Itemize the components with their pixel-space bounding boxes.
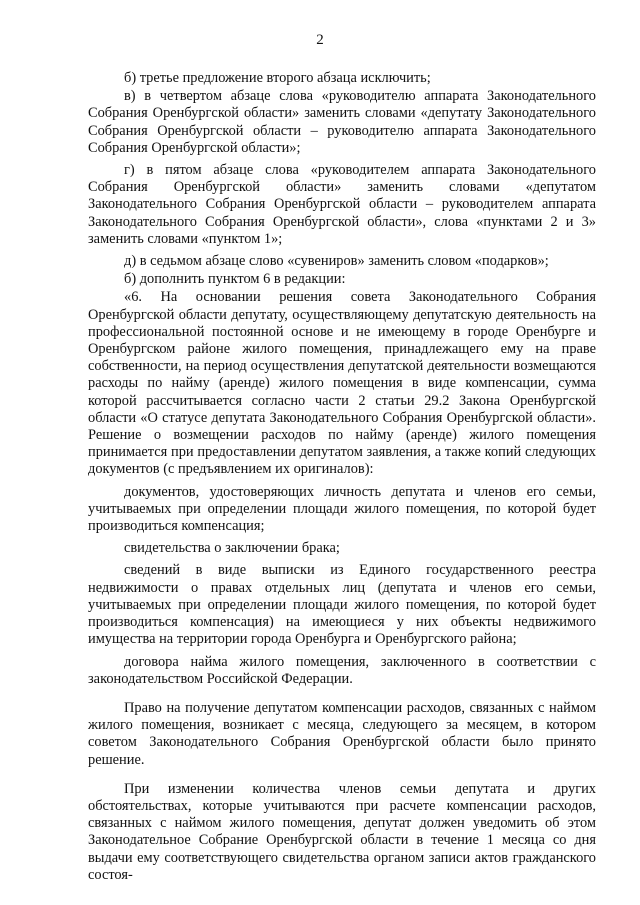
paragraph-registry-extract: сведений в виде выписки из Единого государственного реестра недвижимости о правах отдельных лиц (депутата и членов его семьи, учитываемых при определении площади жилого помещения, по которой будет производиться компенсация) на имеющиеся у них объекты недвижимого имущества на территории города Оренбурга и Оренбургского района;: [88, 562, 596, 648]
paragraph-amendment-b: б) третье предложение второго абзаца исключить;: [124, 70, 431, 86]
paragraph-compensation-right: Право на получение депутатом компенсации расходов, связанных с наймом жилого помещения, возникает с месяца, следующего за месяцем, в котором советом Законодательного Собрания Оренбургской области было принято решение.: [88, 699, 596, 768]
paragraph-lease-agreement: договора найма жилого помещения, заключенного в соответствии с законодательством Российской Федерации.: [88, 653, 596, 687]
paragraph-identity-documents: документов, удостоверяющих личность депутата и членов его семьи, учитываемых при определении площади жилого помещения, по которой будет производиться компенсация;: [88, 483, 596, 535]
document-body: [88, 70, 596, 889]
paragraph-amendment-v: в) в четвертом абзаце слова «руководителю аппарата Законодательного Собрания Оренбургской области» заменить словами «депутату Законодательного Собрания Оренбургской области – руководителю аппарата Законодательного Собрания Оренбургской области»;: [88, 88, 596, 156]
paragraph-family-change-notice: При изменении количества членов семьи депутата и других обстоятельствах, которые учитываются при расчете компенсации расходов, связанных с наймом жилого помещения, депутат должен уведомить об этом Законодательное Собрание Оренбургской области в течение 1 месяца со дня выдачи ему соответствующего свидетельства органом записи актов гражданского состоя-: [88, 780, 596, 883]
paragraph-amendment-d: д) в седьмом абзаце слово «сувениров» заменить словом «подарков»;: [124, 253, 549, 270]
paragraph-add-item-6: б) дополнить пунктом 6 в редакции:: [124, 271, 346, 288]
page-number: 2: [316, 32, 324, 48]
paragraph-marriage-certificate: свидетельства о заключении брака;: [124, 540, 340, 557]
paragraph-amendment-g: г) в пятом абзаце слова «руководителем аппарата Законодательного Собрания Оренбургской области» заменить словами «депутатом Законодательного Собрания Оренбургской области – руководителем аппарата Законодательного Собрания Оренбургской области», слова «пунктами 2 и 3» заменить словами «пунктом 1»;: [88, 162, 596, 247]
paragraph-item-6-text: «6. На основании решения совета Законодательного Собрания Оренбургской области депутату, осуществляющему депутатскую деятельность на профессиональной постоянной основе и не имеющему в городе Оренбурге и Оренбургском районе жилого помещения, принадлежащего ему на праве собственности, на период осуществления депутатской деятельности возмещаются расходы по найму (аренде) жилого помещения в виде компенсации, сумма которой рассчитывается согласно части 2 статьи 29.2 Закона Оренбургской области «О статусе депутата Законодательного Собрания Оренбургской области». Решение о возмещении расходов по найму (аренде) жилого помещения принимается при предоставлении депутатом заявления, а также копий следующих документов (с предъявлением их оригиналов):: [88, 289, 596, 478]
